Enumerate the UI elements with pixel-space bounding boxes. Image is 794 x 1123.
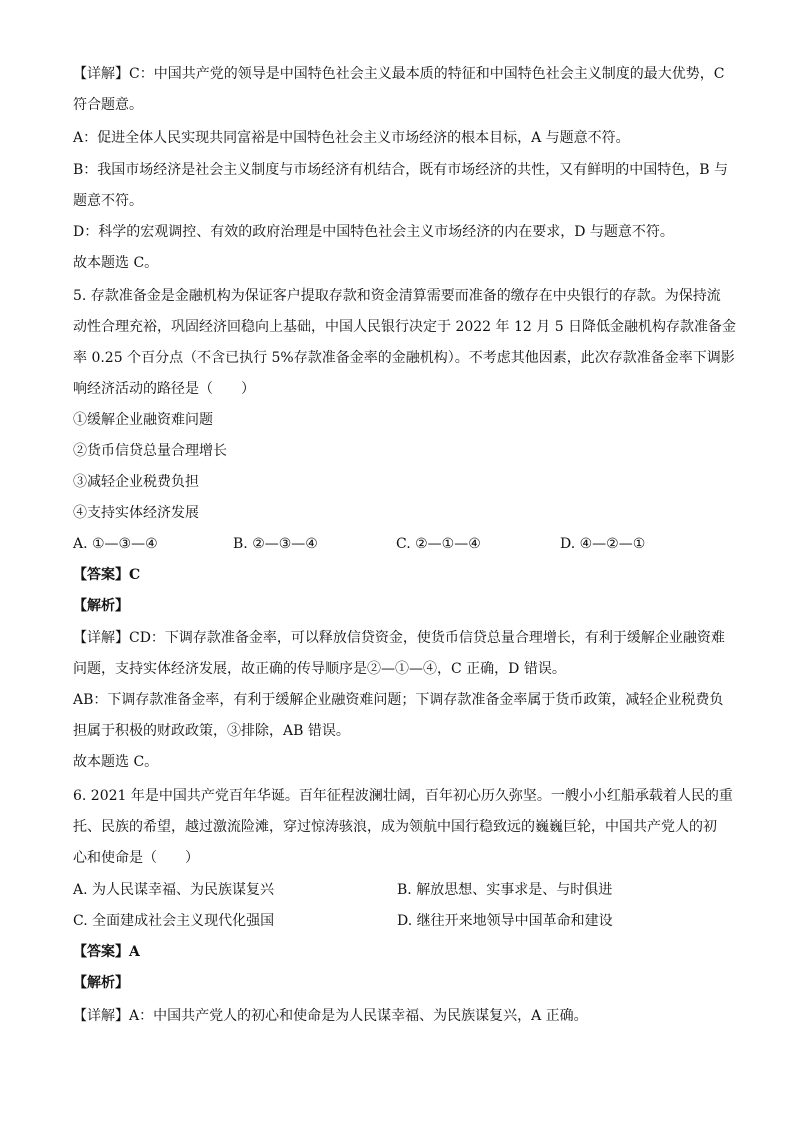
question-5-item: ①缓解企业融资难问题 bbox=[73, 412, 213, 428]
question-5-detail: 担属于积极的财政政策，③排除，AB 错误。 bbox=[73, 723, 350, 739]
question-5-stem: 5. 存款准备金是金融机构为保证客户提取存款和资金清算需要而准备的缴存在中央银行的存款。为保持流 bbox=[73, 288, 721, 304]
question-5-stem: 响经济活动的路径是（ ） bbox=[73, 381, 255, 397]
question-5-item: ②货币信贷总量合理增长 bbox=[73, 443, 227, 459]
question-5-item: ④支持实体经济发展 bbox=[73, 505, 199, 521]
question-6-option-c: C. 全面建成社会主义现代化强国 bbox=[73, 913, 275, 929]
question-6-stem: 心和使命是（ ） bbox=[73, 850, 199, 866]
question-6-analysis-label: 【解析】 bbox=[73, 975, 129, 991]
question-5-item: ③减轻企业税费负担 bbox=[73, 474, 199, 490]
option-d-explanation: D：科学的宏观调控、有效的政府治理是中国特色社会主义市场经济的内在要求，D 与题意不符。 bbox=[73, 224, 674, 240]
option-b-explanation: B：我国市场经济是社会主义制度与市场经济有机结合，既有市场经济的共性，又有鲜明的中国特色，B 与 bbox=[73, 162, 729, 178]
question-5-stem: 动性合理充裕，巩固经济回稳向上基础，中国人民银行决定于 2022 年 12 月 5 日降低金融机构存款准备金 bbox=[73, 319, 737, 335]
question-6-option-d: D. 继往开来地领导中国革命和建设 bbox=[397, 913, 613, 929]
question-5-detail: AB：下调存款准备金率，有利于缓解企业融资难问题；下调存款准备金率属于货币政策，减轻企业税费负 bbox=[73, 692, 724, 708]
option-a-explanation: A：促进全体人民实现共同富裕是中国特色社会主义市场经济的根本目标，A 与题意不符。 bbox=[73, 130, 630, 146]
question-5-conclusion: 故本题选 C。 bbox=[73, 754, 159, 770]
detail-line: 【详解】C：中国共产党的领导是中国特色社会主义最本质的特征和中国特色社会主义制度的最大优势，C bbox=[73, 66, 725, 82]
question-5-detail: 【详解】CD：下调存款准备金率，可以释放信贷资金，使货币信贷总量合理增长，有利于缓解企业融资难 bbox=[73, 630, 725, 646]
question-6-answer: 【答案】A bbox=[73, 944, 140, 960]
question-5-stem: 率 0.25 个百分点（不含已执行 5%存款准备金率的金融机构）。不考虑其他因素，此次存款准备金率下调影 bbox=[73, 350, 735, 366]
question-5-analysis-label: 【解析】 bbox=[73, 598, 129, 614]
conclusion: 故本题选 C。 bbox=[73, 255, 159, 271]
question-6-detail: 【详解】A：中国共产党人的初心和使命是为人民谋幸福、为民族谋复兴，A 正确。 bbox=[73, 1008, 588, 1024]
question-6-option-b: B. 解放思想、实事求是、与时俱进 bbox=[397, 882, 613, 898]
question-5-option-b: B. ②—③—④ bbox=[233, 536, 318, 552]
question-6-option-a: A. 为人民谋幸福、为民族谋复兴 bbox=[73, 882, 275, 898]
question-5-option-c: C. ②—①—④ bbox=[396, 536, 481, 552]
option-b-explanation: 题意不符。 bbox=[73, 193, 143, 209]
question-6-stem: 托、民族的希望，越过激流险滩，穿过惊涛骇浪，成为领航中国行稳致远的巍巍巨轮，中国共产党人的初 bbox=[73, 819, 717, 835]
question-6-stem: 6. 2021 年是中国共产党百年华诞。百年征程波澜壮阔，百年初心历久弥坚。一艘小小红船承载着人民的重 bbox=[73, 788, 733, 804]
question-5-answer: 【答案】C bbox=[73, 567, 141, 583]
detail-line: 符合题意。 bbox=[73, 97, 143, 113]
question-5-option-a: A. ①—③—④ bbox=[73, 536, 158, 552]
question-5-option-d: D. ④—②—① bbox=[560, 536, 646, 552]
question-5-detail: 问题，支持实体经济发展，故正确的传导顺序是②—①—④，C 正确，D 错误。 bbox=[73, 661, 566, 677]
